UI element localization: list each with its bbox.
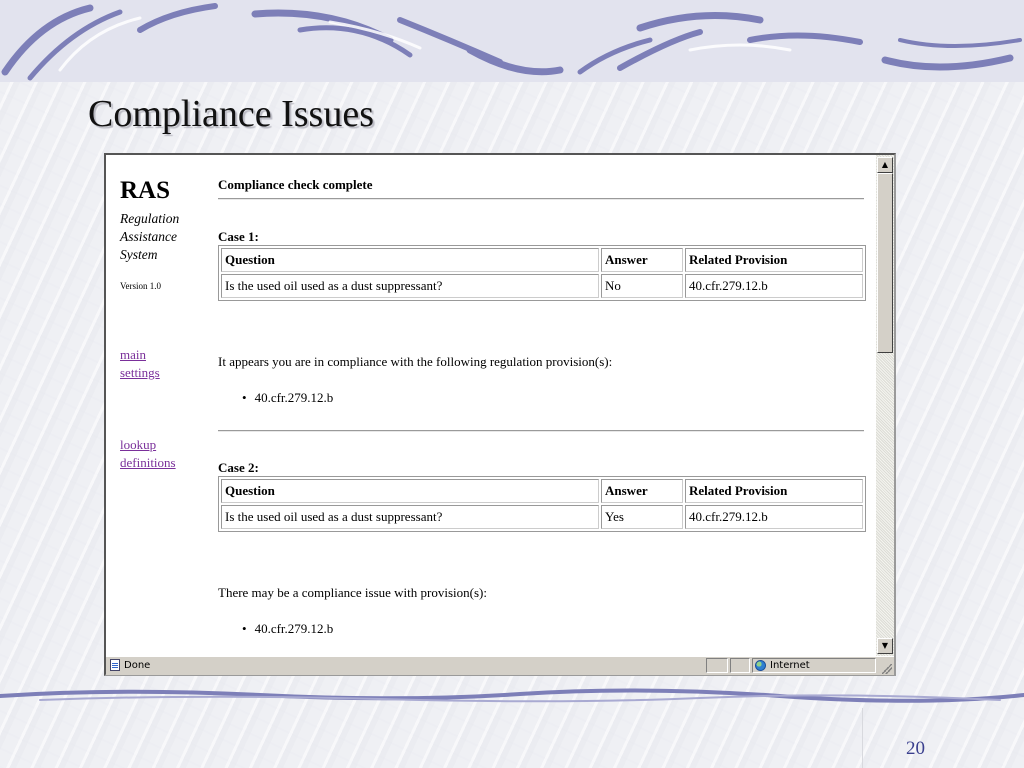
nav-link-settings[interactable]: settings (120, 365, 160, 380)
web-page-viewport (106, 155, 876, 656)
slide-title: Compliance Issues (88, 93, 375, 135)
divider (218, 198, 864, 200)
results-heading: Compliance check complete (218, 177, 373, 192)
table-row (221, 505, 863, 529)
provision-list-item: • 40.cfr.279.12.b (242, 621, 333, 637)
ras-subtitle-line: System (120, 247, 158, 262)
status-panel (730, 658, 750, 673)
globe-icon (755, 660, 766, 671)
case-2-table (218, 476, 866, 532)
question-cell: Is the used oil used as a dust suppressant? (221, 274, 599, 298)
page-number: 20 (906, 738, 925, 759)
compliance-issue-message: There may be a compliance issue with provision(s): (218, 585, 487, 600)
column-header-provision: Related Provision (685, 248, 863, 272)
answer-cell: Yes (601, 505, 683, 529)
column-header-answer: Answer (601, 248, 683, 272)
resize-grip-icon[interactable] (882, 664, 892, 674)
scroll-down-arrow-icon[interactable]: ▼ (877, 638, 893, 654)
decorative-bottom-swoosh (0, 686, 1024, 708)
provision-cell: 40.cfr.279.12.b (685, 274, 863, 298)
vertical-scrollbar[interactable] (876, 155, 894, 656)
status-done (110, 659, 150, 671)
zone-text: Internet (770, 660, 810, 671)
provision-cell: 40.cfr.279.12.b (685, 505, 863, 529)
table-header-row (221, 248, 863, 272)
status-panel (706, 658, 728, 673)
compliance-message: It appears you are in compliance with the following regulation provision(s): (218, 354, 613, 369)
divider (218, 430, 864, 432)
browser-window (104, 153, 896, 676)
column-header-question: Question (221, 248, 599, 272)
provision-list-item: • 40.cfr.279.12.b (242, 390, 333, 406)
table-row (221, 274, 863, 298)
ras-subtitle-line: Regulation (120, 211, 180, 226)
status-bar (106, 656, 894, 675)
divider (862, 708, 863, 768)
version-label: Version 1.0 (120, 281, 161, 291)
answer-cell: No (601, 274, 683, 298)
nav-link-lookup[interactable]: lookup (120, 437, 157, 452)
case-1-table (218, 245, 866, 301)
ras-subtitle (120, 210, 179, 264)
scroll-thumb[interactable] (877, 173, 893, 353)
column-header-question: Question (221, 479, 599, 503)
case-2-label: Case 2: (218, 460, 259, 475)
column-header-answer: Answer (601, 479, 683, 503)
case-1-label: Case 1: (218, 229, 259, 244)
table-header-row (221, 479, 863, 503)
question-cell: Is the used oil used as a dust suppressant? (221, 505, 599, 529)
page-done-icon (110, 659, 120, 671)
nav-link-definitions[interactable]: definitions (120, 455, 176, 470)
scroll-up-arrow-icon[interactable]: ▲ (877, 157, 893, 173)
decorative-swoosh-band (0, 0, 1024, 82)
status-text: Done (124, 659, 151, 671)
security-zone (752, 658, 876, 673)
column-header-provision: Related Provision (685, 479, 863, 503)
ras-logo-title: RAS (120, 177, 171, 204)
ras-subtitle-line: Assistance (120, 229, 177, 244)
nav-link-main[interactable]: main (120, 347, 146, 362)
